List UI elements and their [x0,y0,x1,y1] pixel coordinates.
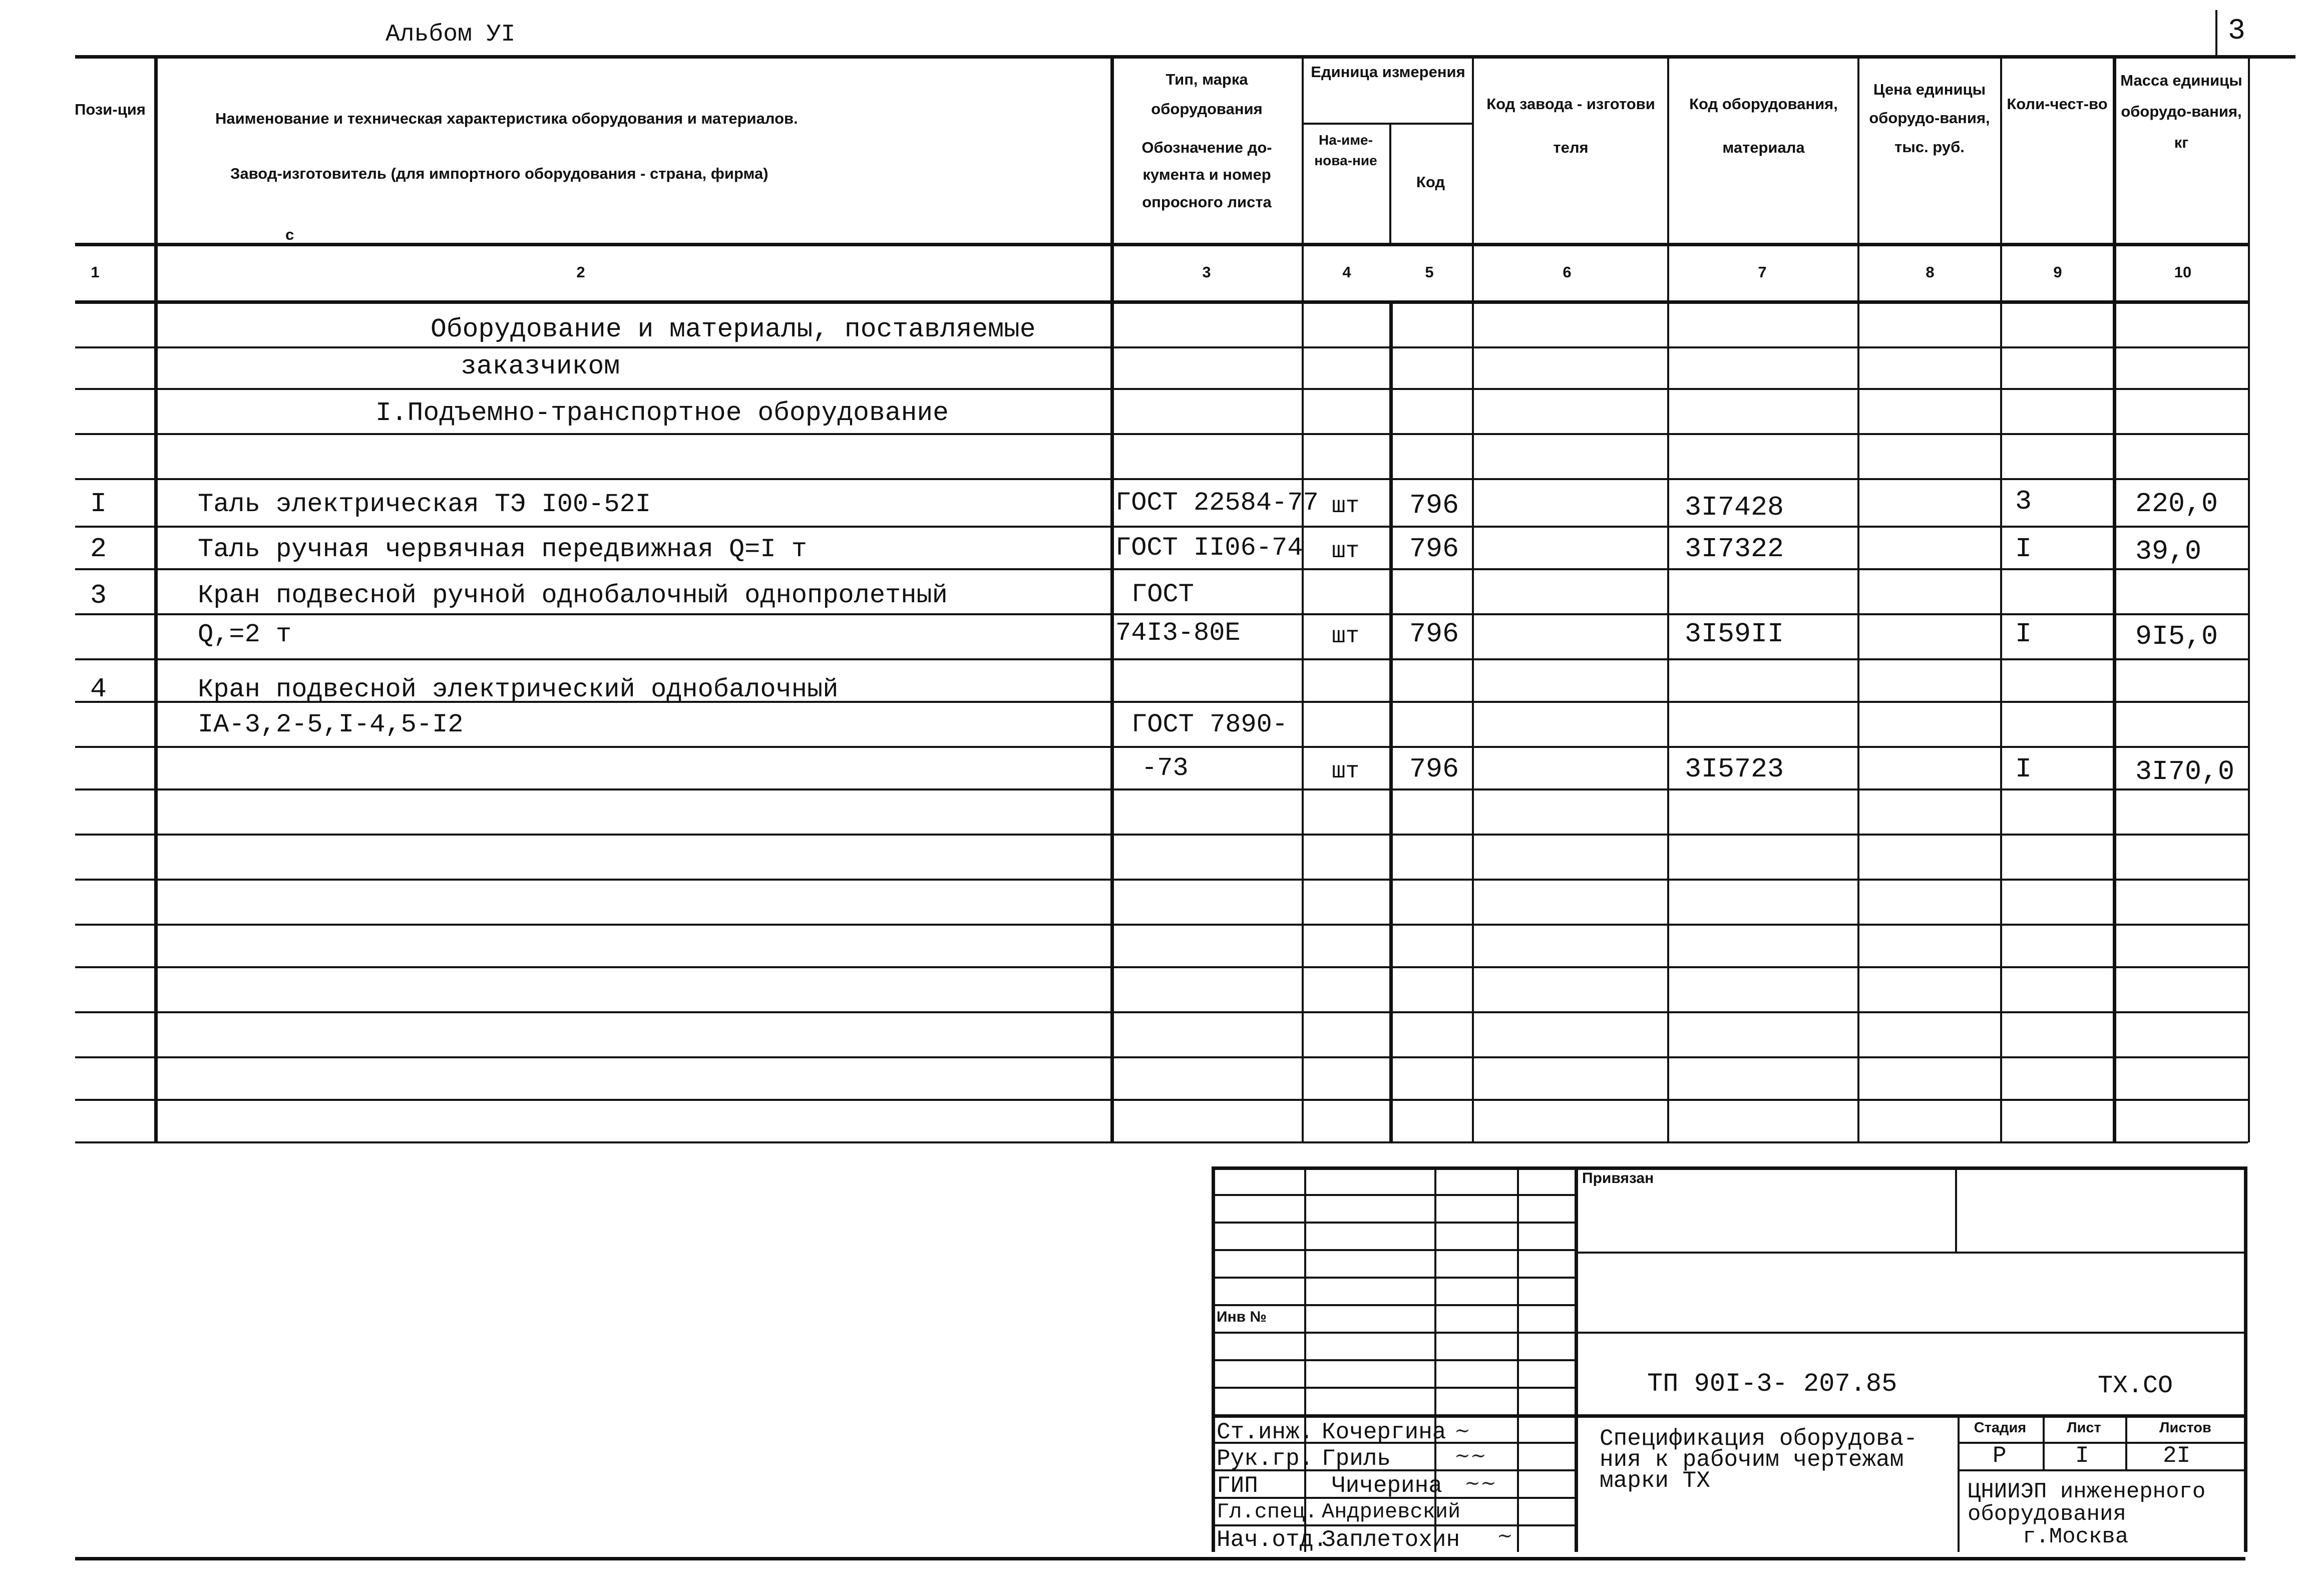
item-unit: шт [1332,538,1360,564]
stamp-col-divider [1958,1414,1960,1552]
column-number: 1 [91,263,100,281]
item-position: 2 [90,533,107,565]
item-unit-code: 796 [1409,533,1459,565]
sheet-value: I [2075,1443,2089,1469]
item-document: ГОСТ 22584-77 [1115,488,1319,518]
stage-label: Стадия [1974,1420,2027,1436]
item-quantity: I [2015,618,2032,650]
stamp-row-line [1212,1222,1575,1224]
item-document: ГОСТ 7890- [1131,710,1288,739]
row-line [75,1011,2248,1013]
row-line [75,613,2248,615]
column-number: 4 [1342,263,1351,281]
item-mass: 39,0 [2135,536,2202,567]
row-line [75,388,2248,390]
signature-name: Заплетохин [1322,1527,1460,1553]
stamp-row-line [1212,1194,1575,1196]
column-number: 10 [2174,263,2192,281]
header-unit-mass: Масса единицы оборудо-вания, кг [2120,72,2242,151]
stamp-row-line [1575,1252,2245,1254]
header-unit: Единица измерения [1311,63,1465,81]
header-doc-designation: Обозначение до-кумента и номер опросного листа [1141,139,1272,211]
item-name-continued: IА-3,2-5,I-4,5-I2 [198,710,464,739]
privyazan-label: Привязан [1582,1170,1654,1186]
col-divider-2 [1110,55,1114,1142]
signature-role: Рук.гр. [1217,1446,1314,1472]
signature-name: Андриевский [1322,1500,1461,1524]
row-line [75,478,2248,480]
item-position: I [90,488,107,520]
album-title: Альбом УI [386,21,516,48]
header-sub-divider-col4-5 [1302,123,1472,125]
header-name-mark: с [285,226,294,243]
row-line [75,1056,2248,1058]
column-number: 6 [1563,263,1572,281]
row-line [75,1099,2248,1101]
item-position: 4 [90,673,107,705]
item-equipment-code: 3I7322 [1685,533,1784,565]
row-line [75,568,2248,570]
item-name: Таль ручная червячная передвижная Q=I т [198,535,807,564]
row-line [75,433,2248,435]
section-title-line1: Оборудование и материалы, поставляемые [431,314,1036,344]
signature-role: ГИП [1217,1473,1258,1499]
page-bottom-border [75,1557,2245,1560]
item-mass: 3I70,0 [2135,756,2235,787]
item-document: ГОСТ [1131,580,1194,609]
stamp-row-line [1575,1332,2245,1334]
sheets-value: 2I [2163,1443,2191,1469]
item-document-continued: -73 [1141,753,1189,783]
item-document: ГОСТ II06-74 [1115,533,1303,563]
row-line [75,746,2248,748]
description-line3: марки ТХ [1600,1468,1710,1494]
col-divider-9 [2113,55,2116,1142]
sheets-label: Листов [2159,1420,2211,1436]
item-mass: 220,0 [2135,488,2218,520]
signature-name: Кочергина [1322,1419,1446,1445]
organization-line1: ЦНИИЭП инженерного [1968,1479,2206,1504]
handwritten-signature: ~ [1454,1419,1470,1441]
col-divider-5 [1472,55,1474,1142]
stamp-col-divider [1575,1166,1578,1552]
description-line1: Спецификация оборудова- [1600,1426,1917,1452]
col-divider-3 [1302,55,1304,1142]
item-quantity: 3 [2015,486,2032,517]
header-unit-code: Код [1416,173,1445,191]
item-mass: 9I5,0 [2135,621,2218,652]
header-unit-name: На-име-нова-ние [1314,132,1377,168]
item-unit-code: 796 [1409,618,1459,650]
header-bottom-border [75,243,2248,246]
item-unit-code: 796 [1409,490,1459,521]
item-name-continued: Q,=2 т [198,620,292,649]
row-line [75,966,2248,968]
item-equipment-code: 3I59II [1685,618,1784,650]
header-position: Пози-ция [75,101,146,118]
item-equipment-code: 3I5723 [1685,753,1784,785]
row-line [75,788,2248,790]
handwritten-signature: ~~ [1464,1472,1496,1494]
table-top-border [75,55,2248,59]
col-divider-4 [1389,300,1393,1142]
handwritten-signature: ~ [1497,1524,1513,1546]
title-block-top-border [1212,1166,2245,1170]
row-line [75,658,2248,660]
stamp-row-line [1212,1414,2245,1418]
column-number: 2 [576,263,585,281]
item-position: 3 [90,580,107,611]
header-quantity: Коли-чест-во [2007,95,2108,113]
col-divider-4-header [1389,123,1391,243]
signature-role: Гл.спец. [1217,1500,1318,1524]
description-line2: ния к рабочим чертежам [1600,1447,1904,1473]
column-number: 5 [1425,263,1434,281]
item-unit: шт [1332,623,1360,649]
item-name: Таль электрическая ТЭ I00-52I [198,490,651,519]
signature-name: Чичерина [1332,1473,1442,1499]
stamp-row-line [1958,1469,2245,1471]
organization-line2: оборудования [1968,1502,2126,1527]
col-divider-6 [1667,55,1669,1142]
col-divider-7 [1857,55,1859,1142]
sheet-label: Лист [2067,1420,2101,1436]
column-number: 7 [1758,263,1767,281]
item-document-continued: 74I3-80Е [1115,618,1241,648]
header-manufacturer-code: Код завода - изготови теля [1486,95,1655,156]
column-number-row-border [75,300,2248,304]
column-number: 9 [2053,263,2062,281]
row-line [75,879,2248,881]
stamp-row-line [1212,1332,1575,1334]
item-name: Кран подвесной электрический однобалочный [198,675,839,704]
page-number-divider [2215,10,2217,55]
stamp-row-line [1212,1277,1575,1279]
stamp-row-line [1212,1249,1575,1251]
title-block-right-border [2244,1166,2247,1552]
header-name-line2: Завод-изготовитель (для импортного оборудования - страна, фирма) [230,165,768,182]
item-quantity: I [2015,533,2032,565]
row-line [75,526,2248,528]
signature-name: Гриль [1322,1446,1391,1472]
drawing-mark: ТХ.СО [2098,1372,2173,1400]
organization-city: г.Москва [2023,1524,2129,1549]
row-line [75,924,2248,926]
handwritten-signature: ~~ [1454,1444,1486,1466]
item-equipment-code: 3I7428 [1685,492,1784,523]
signature-role: Нач.отд. [1217,1527,1327,1553]
stamp-row-line [1212,1387,1575,1389]
header-equipment-code: Код оборудования, материала [1689,95,1838,156]
header-type-mark: Тип, марка оборудования [1151,71,1263,118]
stamp-privyazan-divider [1955,1166,1957,1252]
column-number: 8 [1926,263,1935,281]
col-divider-8 [2000,55,2002,1142]
document-code: ТП 90I-3- 207.85 [1647,1369,1897,1399]
item-unit: шт [1332,758,1360,784]
item-unit: шт [1332,493,1360,519]
column-number: 3 [1202,263,1211,281]
stamp-row-line [1212,1524,1575,1526]
stamp-row-line [1212,1359,1575,1361]
item-unit-code: 796 [1409,753,1459,785]
item-name: Кран подвесной ручной однобалочный однопролетный [198,581,948,610]
section-title-line2: заказчиком [461,351,620,381]
table-right-border [2248,55,2250,1142]
item-quantity: I [2015,753,2032,785]
page-number: 3 [2228,15,2245,48]
row-line [75,834,2248,836]
row-line [75,1141,2248,1143]
col-divider-1 [154,55,158,1142]
row-line [75,346,2248,348]
signature-role: Ст.инж. [1217,1419,1314,1445]
header-name-line1: Наименование и техническая характеристика оборудования и материалов. [215,110,798,127]
inventory-number-label: Инв № [1217,1309,1267,1325]
stage-value: Р [1993,1443,2007,1469]
header-unit-price: Цена единицы оборудо-вания, тыс. руб. [1869,81,1990,156]
section-subtitle: I.Подъемно-транспортное оборудование [375,398,949,428]
